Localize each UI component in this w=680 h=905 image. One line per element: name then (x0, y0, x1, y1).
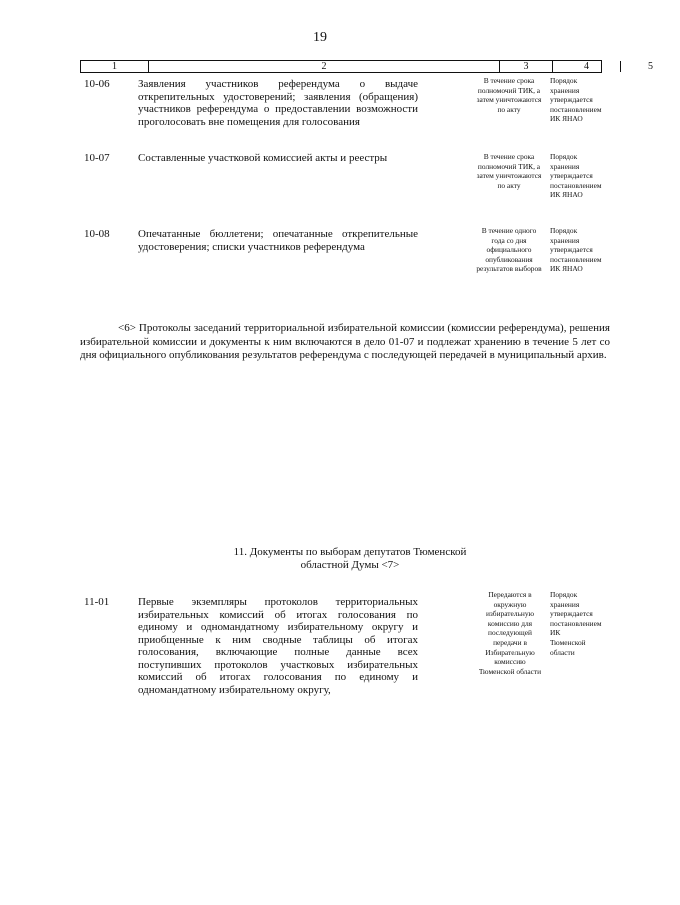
row-note: Порядок хранения утверждается постановлением ИК ЯНАО (550, 226, 602, 274)
table-header (80, 60, 653, 73)
row-code: 11-01 (84, 596, 110, 608)
row-retention: Передаются в окружную избирательную комиссию для последующей передачи в Избирательную комиссию Тюменской области (478, 590, 542, 676)
row-code: 10-06 (84, 78, 110, 90)
section-title: 11. Документы по выборам депутатов Тюменской областной Думы <7> (233, 546, 467, 571)
footnote: <6> Протоколы заседаний территориальной избирательной комиссии (комиссии референдума), решения избирательной комиссии и документы к ним включаются в дело 01-07 и подлежат хранению в течение 5 лет со дня официального опубликования результатов референдума с последующей передачей в муниципальный архив. (80, 322, 610, 361)
row-retention: В течение срока полномочий ТИК, а затем уничтожаются по акту (476, 152, 542, 190)
row-note: Порядок хранения утверждается постановлением ИК Тюменской области (550, 590, 602, 657)
row-note: Порядок хранения утверждается постановлением ИК ЯНАО (550, 152, 602, 200)
row-code: 10-07 (84, 152, 110, 164)
row-description: Составленные участковой комиссией акты и реестры (138, 152, 388, 164)
row-retention: В течение срока полномочий ТИК, а затем уничтожаются по акту (476, 76, 542, 114)
row-note: Порядок хранения утверждается постановлением ИК ЯНАО (550, 76, 602, 124)
row-retention: В течение одного года со дня официального опубликования результатов выборов (476, 226, 542, 274)
header-col-2: 2 (321, 61, 327, 72)
header-col-5: 5 (648, 61, 653, 72)
header-col-3: 3 (523, 61, 529, 72)
header-col-4: 4 (584, 61, 589, 72)
row-code: 10-08 (84, 228, 110, 240)
row-description: Заявления участников референдума о выдаче открепительных удостоверений; заявления (обращения) участников референдума о предоставлении возможности проголосовать вне помещения для голосования (138, 78, 418, 128)
row-description: Опечатанные бюллетени; опечатанные открепительные удостоверения; списки участников референдума (138, 228, 418, 253)
page-number: 19 (313, 30, 327, 45)
row-description: Первые экземпляры протоколов территориальных избирательных комиссий об итогах голосования по единому и одномандатному избирательному округу и приобщенные к ним сводные таблицы об итогах голосования, включающие полные данные всех поступивших протоколов участковых избирательных комиссий об итогах голосования по единому и одномандатному избирательному округу, (138, 596, 418, 696)
header-col-1: 1 (112, 61, 117, 72)
